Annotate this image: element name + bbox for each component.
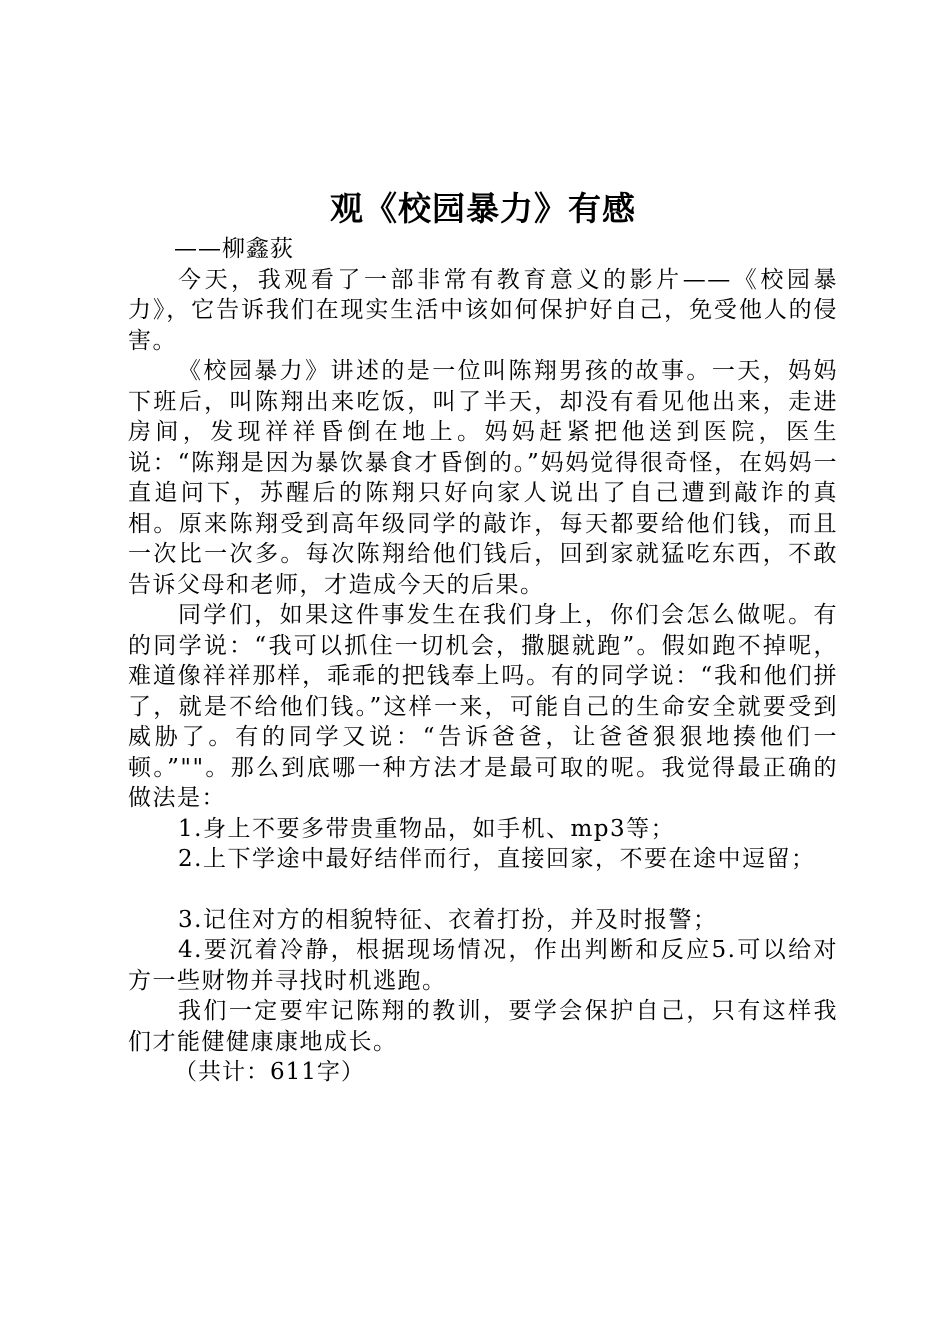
author-line: ——柳鑫荻 (174, 236, 294, 262)
list-item-2: 2.上下学途中最好结伴而行，直接回家，不要在途中逗留； (178, 846, 816, 872)
document-title: 观《校园暴力》有感 (330, 189, 636, 228)
paragraph-discussion: 同学们，如果这件事发生在我们身上，你们会怎么做呢。有的同学说：“我可以抓住一切机会，撒腿就跑”。假如跑不掉呢，难道像祥祥那样，乖乖的把钱奉上吗。有的同学说：“我和他们拼了，就是不给他们钱。”这样一来，可能自己的生命安全就要受到威胁了。有的同学又说：“告诉爸爸，让爸爸狠狠地揍他们一顿。”""。那么到底哪一种方法才是最可取的呢。我觉得最正确的做法是： (128, 602, 838, 811)
list-item-4: 4.要沉着冷静，根据现场情况，作出判断和反应5.可以给对方一些财物并寻找时机逃跑。 (128, 937, 838, 994)
paragraph-story: 《校园暴力》讲述的是一位叫陈翔男孩的故事。一天，妈妈下班后，叫陈翔出来吃饭，叫了半天，却没有看见他出来，走进房间，发现祥祥昏倒在地上。妈妈赶紧把他送到医院，医生说：“陈翔是因为暴饮暴食才昏倒的。”妈妈觉得很奇怪，在妈妈一直追问下，苏醒后的陈翔只好向家人说出了自己遭到敲诈的真相。原来陈翔受到高年级同学的敲诈，每天都要给他们钱，而且一次比一次多。每次陈翔给他们钱后，回到家就猛吃东西，不敢告诉父母和老师，才造成今天的后果。 (128, 358, 838, 598)
word-count: （共计：611字） (174, 1059, 365, 1085)
list-item-1: 1.身上不要多带贵重物品，如手机、mp3等； (178, 815, 676, 842)
list-item-3: 3.记住对方的相貌特征、衣着打扮，并及时报警； (178, 906, 718, 933)
blank-line (128, 875, 838, 905)
paragraph-intro: 今天，我观看了一部非常有教育意义的影片——《校园暴力》，它告诉我们在现实生活中该如何保护好自己，免受他人的侵害。 (128, 266, 838, 354)
document-body (128, 184, 838, 1088)
paragraph-closing: 我们一定要牢记陈翔的教训，要学会保护自己，只有这样我们才能健健康康地成长。 (128, 998, 838, 1055)
